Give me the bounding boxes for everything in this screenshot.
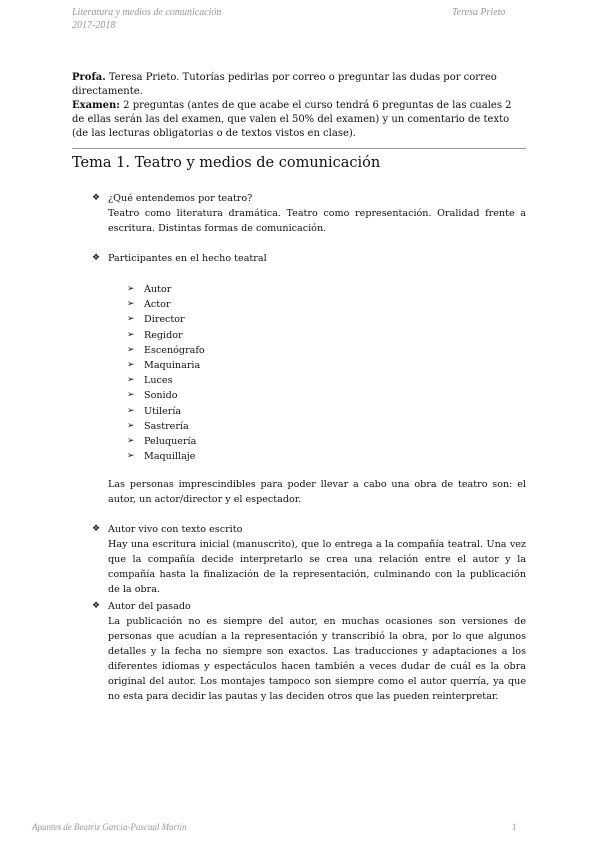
diamond-bullet-icon: ❖ — [92, 193, 101, 203]
arrow-bullet-icon: ➢ — [127, 390, 135, 401]
diamond-bullet-icon: ❖ — [92, 253, 101, 263]
page-header-left — [72, 6, 221, 32]
section-heading: Autor vivo con texto escrito — [108, 524, 243, 535]
arrow-bullet-icon: ➢ — [127, 360, 135, 371]
section-que-es-teatro — [92, 191, 526, 236]
section-heading: Participantes en el hecho teatral — [108, 253, 267, 264]
profa-label: Profa. — [72, 72, 106, 83]
list-item: ➢ Maquillaje — [127, 449, 205, 464]
list-item: ➢ Actor — [127, 297, 205, 312]
list-item: ➢ Director — [127, 312, 205, 327]
list-item: ➢ Luces — [127, 373, 205, 388]
section-autor-pasado — [92, 599, 526, 704]
exam-label: Examen: — [72, 100, 120, 111]
diamond-bullet-icon: ❖ — [92, 524, 101, 534]
list-item: ➢ Escenógrafo — [127, 343, 205, 358]
section-heading: ¿Qué entendemos por teatro? — [108, 193, 253, 204]
list-item: ➢ Peluquería — [127, 434, 205, 449]
summary-paragraph: Las personas imprescindibles para poder llevar a cabo una obra de teatro son: el autor, un actor/director y el espectador. — [108, 479, 526, 505]
page-title: Tema 1. Teatro y medios de comunicación — [72, 155, 381, 171]
list-item: ➢ Regidor — [127, 328, 205, 343]
arrow-bullet-icon: ➢ — [127, 375, 135, 386]
intro-block — [72, 71, 526, 141]
arrow-bullet-icon: ➢ — [127, 299, 135, 310]
arrow-bullet-icon: ➢ — [127, 405, 135, 416]
section-heading: Autor del pasado — [108, 601, 191, 612]
profa-text: Teresa Prieto. Tutorías pedirlas por correo o preguntar las dudas por correo directamente. — [72, 72, 497, 97]
arrow-bullet-icon: ➢ — [127, 329, 135, 340]
section-body: Teatro como literatura dramática. Teatro como representación. Oralidad frente a escritura. Distintas formas de comunicación. — [108, 208, 526, 234]
arrow-bullet-icon: ➢ — [127, 451, 135, 462]
diamond-bullet-icon: ❖ — [92, 601, 101, 611]
participants-list — [127, 282, 205, 464]
page-number: 1 — [512, 822, 517, 832]
list-item: ➢ Utilería — [127, 404, 205, 419]
course-year: 2017-2018 — [72, 20, 116, 31]
profa-line — [72, 71, 526, 99]
exam-text: 2 preguntas (antes de que acabe el curso tendrá 6 preguntas de las cuales 2 de ellas serán las del examen, que valen el 50% del examen) y un comentario de texto (de las lecturas obligatorias o de textos vistos en clase). — [72, 100, 512, 139]
exam-line — [72, 99, 526, 141]
section-body: La publicación no es siempre del autor, en muchas ocasiones son versiones de personas que acudían a la representación y transcribió la obra, por lo que algunos detalles y la fecha no siempre son exactos. Las traducciones y adaptaciones a los diferentes idiomas y espectáculos hacen también a veces dudar de cuál es la obra original del autor. Los montajes tampoco son siempre como el autor querría, ya que no esta para decidir las pautas y las deciden otros que las pueden reinterpretar. — [108, 616, 526, 702]
list-item: ➢ Sastrería — [127, 419, 205, 434]
list-item: ➢ Autor — [127, 282, 205, 297]
arrow-bullet-icon: ➢ — [127, 420, 135, 431]
footer-author: Apuntes de Beatriz García-Pascual Martín — [32, 822, 187, 832]
section-body: Hay una escritura inicial (manuscrito), que lo entrega a la compañía teatral. Una vez que la compañía decide interpretarlo se crea una relación entre el autor y la compañía hasta la finalización de la representación, culminando con la publicación de la obra. — [108, 539, 526, 595]
list-item: ➢ Maquinaria — [127, 358, 205, 373]
arrow-bullet-icon: ➢ — [127, 436, 135, 447]
arrow-bullet-icon: ➢ — [127, 344, 135, 355]
arrow-bullet-icon: ➢ — [127, 284, 135, 294]
arrow-bullet-icon: ➢ — [127, 314, 135, 325]
section-autor-vivo — [92, 522, 526, 597]
course-title: Literatura y medios de comunicación — [72, 7, 222, 18]
list-item: ➢ Sonido — [127, 388, 205, 403]
horizontal-rule — [72, 148, 526, 149]
section-participantes — [92, 251, 526, 266]
header-teacher: Teresa Prieto — [452, 7, 506, 18]
